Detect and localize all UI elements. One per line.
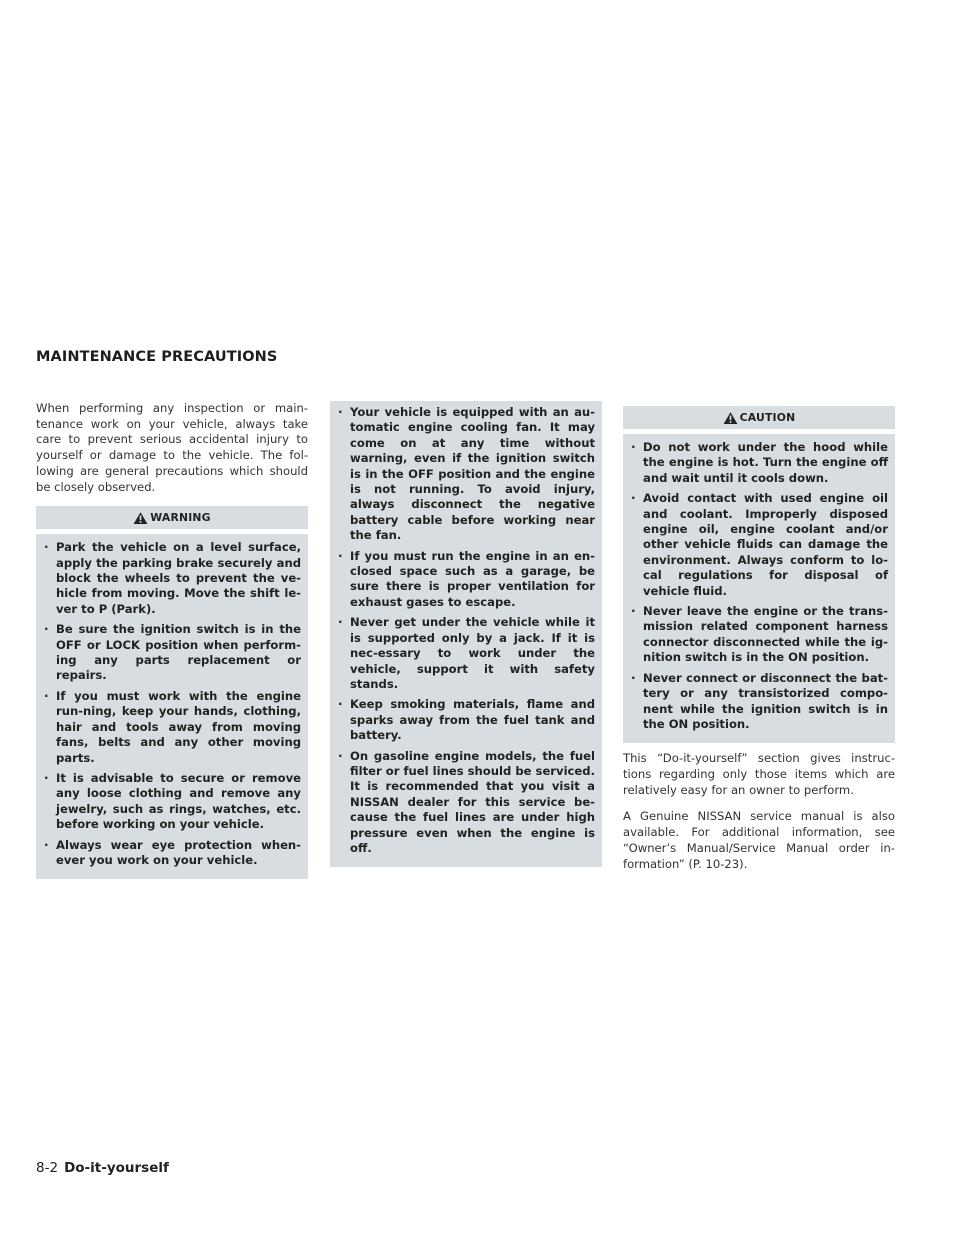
caution-body xyxy=(623,434,895,743)
caution-item-text: Do not work under the hood while the engine is hot. Turn the engine off and wait until it cools down. xyxy=(643,440,888,485)
list-item xyxy=(44,622,301,684)
page-footer xyxy=(36,1160,169,1176)
warning-triangle-icon xyxy=(723,411,738,425)
bullet: · xyxy=(44,770,49,785)
bullet: · xyxy=(631,440,636,454)
bullet: · xyxy=(44,688,49,703)
warning-item-text: If you must run the engine in an en-closed space such as a garage, be sure there is proper ventilation for exhaust gases to escape. xyxy=(350,548,595,609)
bullet: · xyxy=(631,604,636,619)
bullet: · xyxy=(44,837,49,852)
bullet: · xyxy=(338,615,343,630)
list-item xyxy=(44,689,301,766)
warning-box xyxy=(36,506,308,529)
warning-header xyxy=(36,506,308,529)
warning-item-text: Always wear eye protection when-ever you work on your vehicle. xyxy=(56,837,301,867)
bullet: · xyxy=(338,405,343,419)
column-3 xyxy=(623,401,895,883)
list-item xyxy=(338,549,595,611)
list-item xyxy=(338,749,595,857)
warning-item-text: Keep smoking materials, flame and sparks away from the fuel tank and battery. xyxy=(350,697,595,743)
bullet: · xyxy=(338,748,343,763)
list-item xyxy=(631,440,888,486)
bullet: · xyxy=(631,491,636,506)
warning-triangle-icon xyxy=(133,511,148,525)
column-1 xyxy=(36,401,308,879)
bullet: · xyxy=(44,622,49,637)
bullet: · xyxy=(631,670,636,685)
page-number: 8-2 xyxy=(36,1160,59,1176)
warning-body-continued xyxy=(330,401,602,867)
warning-item-text: If you must work with the engine run-ning, keep your hands, clothing, hair and tools away from moving fans, belts and any other moving parts. xyxy=(56,688,301,765)
caution-item-text: Never leave the engine or the trans-mission related component harness connector disconnected while the ig-nition switch is in the ON position. xyxy=(643,604,888,665)
service-manual-paragraph: A Genuine NISSAN service manual is also available. For additional information, see “Owner’s Manual/Service Manual order in-formation” (P. 10-23). xyxy=(623,809,895,871)
warning-item-text: It is advisable to secure or remove any loose clothing and remove any jewelry, such as rings, watches, etc. before working on your vehicle. xyxy=(56,770,301,832)
caution-item-text: Never connect or disconnect the bat-tery or any transistorized compo-nent while the ignition switch is in the ON position. xyxy=(643,670,888,731)
caution-header xyxy=(623,406,895,429)
bullet: · xyxy=(338,697,343,712)
warning-item-text: Park the vehicle on a level surface, apply the parking brake securely and block the wheels to prevent the ve-hicle from moving. Move the shift le-ver to P (Park). xyxy=(56,540,301,616)
caution-label: CAUTION xyxy=(739,411,796,424)
bullet: · xyxy=(338,548,343,563)
list-item xyxy=(44,540,301,617)
diy-paragraph: This “Do-it-yourself” section gives instruc-tions regarding only those items which are relatively easy for an owner to perform. xyxy=(623,751,895,797)
warning-item-text: Never get under the vehicle while it is supported only by a jack. If it is nec-essary to work under the vehicle, support it with safety stands. xyxy=(350,615,595,691)
bullet: · xyxy=(44,540,49,555)
list-item xyxy=(631,671,888,733)
list-item xyxy=(631,491,888,599)
warning-item-text: On gasoline engine models, the fuel filter or fuel lines should be serviced. It is recommended that you visit a NISSAN dealer for this service be-cause the fuel lines are under high pressure even when the engine is off. xyxy=(350,748,595,855)
list-item xyxy=(338,615,595,692)
chapter-title: Do-it-yourself xyxy=(64,1160,169,1176)
intro-paragraph: When performing any inspection or main-tenance work on your vehicle, always take care to prevent serious accidental injury to yourself or damage to the vehicle. The fol-lowing are general precautions which should be closely observed. xyxy=(36,401,308,494)
warning-item-text: Be sure the ignition switch is in the OFF or LOCK position when perform-ing any parts replacement or repairs. xyxy=(56,622,301,683)
list-item xyxy=(631,604,888,666)
caution-item-text: Avoid contact with used engine oil and coolant. Improperly disposed engine oil, engine coolant and/or other vehicle fluids can damage the environment. Always conform to lo-cal regulations for disposal of vehicle fluid. xyxy=(643,491,888,598)
warning-body xyxy=(36,534,308,879)
list-item xyxy=(44,771,301,833)
section-title: MAINTENANCE PRECAUTIONS xyxy=(36,349,278,365)
list-item xyxy=(44,838,301,869)
list-item xyxy=(338,405,595,544)
warning-item-text: Your vehicle is equipped with an au-tomatic engine cooling fan. It may come on at any time without warning, even if the ignition switch is in the OFF position and the engine is not running. To avoid injury, always disconnect the negative battery cable before working near the fan. xyxy=(350,405,595,543)
column-2 xyxy=(330,401,602,867)
caution-box xyxy=(623,406,895,429)
list-item xyxy=(338,697,595,743)
warning-label: WARNING xyxy=(150,511,211,525)
